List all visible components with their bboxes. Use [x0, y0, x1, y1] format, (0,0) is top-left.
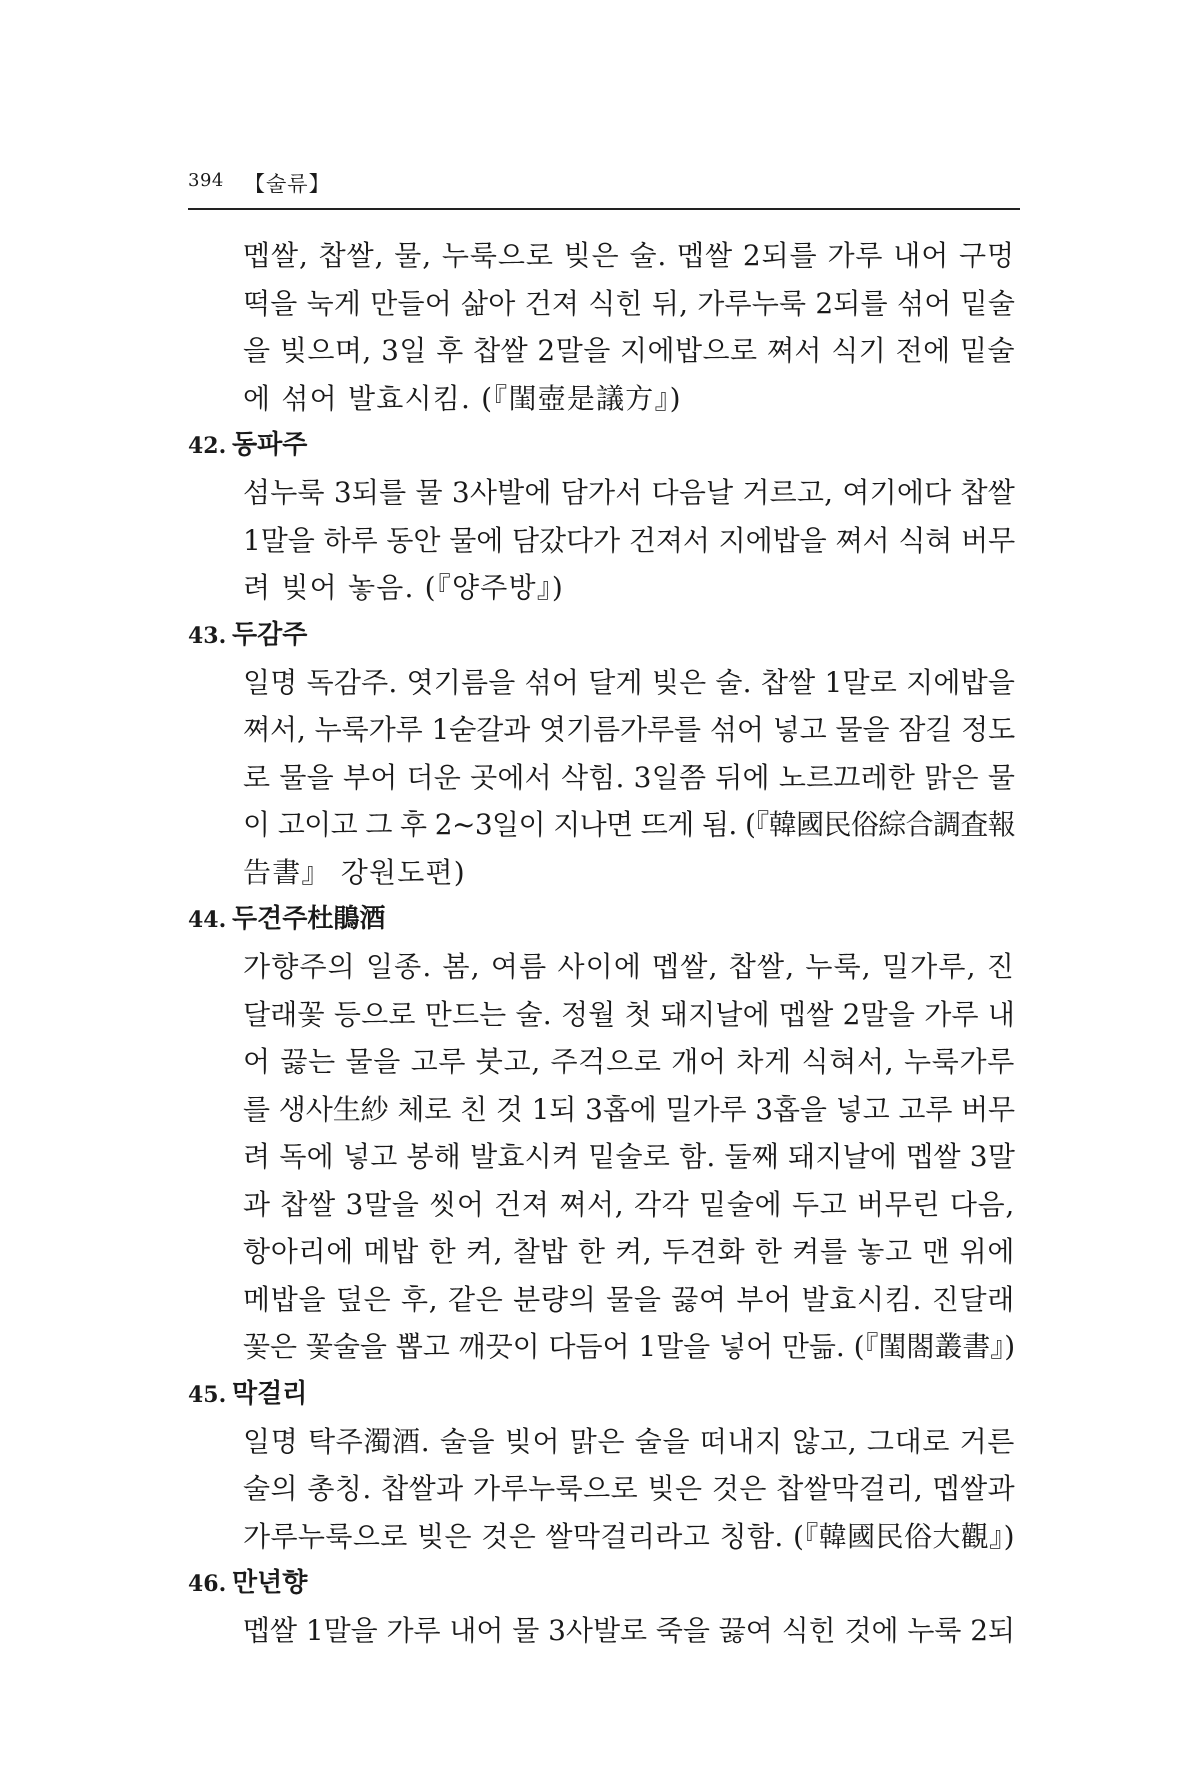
entry-heading [188, 422, 1020, 469]
entry-title: 막걸리 [232, 1378, 308, 1409]
text-line: 1말을 하루 동안 물에 담갔다가 건져서 지에밥을 쪄서 식혀 버무 [243, 523, 1016, 557]
entry-body [243, 659, 1015, 897]
entry-number: 44. [188, 907, 227, 933]
entry-number: 45. [188, 1381, 227, 1408]
text-line: 일명 탁주濁酒. 술을 빚어 맑은 술을 떠내지 않고, 그대로 거른 [243, 1424, 1015, 1458]
entry-title: 두견주杜鵑酒 [232, 904, 386, 934]
entry-title: 만년향 [232, 1568, 308, 1598]
text-line: 로 물을 부어 더운 곳에서 삭힘. 3일쯤 뒤에 노르끄레한 맑은 물 [243, 760, 1016, 794]
text-line: 메밥을 덮은 후, 같은 분량의 물을 끓여 부어 발효시킴. 진달래 [243, 1282, 1016, 1316]
text-line: 떡을 눅게 만들어 삶아 건져 식힌 뒤, 가루누룩 2되를 섞어 밑술 [243, 286, 1016, 320]
section-label: 【술류】 [244, 172, 331, 196]
text-line: 쪄서, 누룩가루 1숟갈과 엿기름가루를 섞어 넣고 물을 잠길 정도 [243, 713, 1016, 746]
page-content [188, 232, 1020, 1655]
entry-heading [188, 612, 1020, 659]
text-line: 술의 총칭. 찹쌀과 가루누룩으로 빚은 것은 찹쌀막걸리, 멥쌀과 [243, 1472, 1016, 1505]
entry-body [243, 1418, 1015, 1561]
text-line: 멥쌀, 찹쌀, 물, 누룩으로 빚은 술. 멥쌀 2되를 가루 내어 구멍 [243, 239, 1015, 272]
text-line: 섬누룩 3되를 물 3사발에 담가서 다음날 거르고, 여기에다 찹쌀 [243, 476, 1015, 509]
entry-title: 동파주 [232, 430, 308, 460]
text-line: 가향주의 일종. 봄, 여름 사이에 멥쌀, 찹쌀, 누룩, 밀가루, 진 [243, 950, 1015, 983]
entry-heading [188, 896, 1020, 943]
entry-number: 42. [188, 433, 227, 459]
page-header [188, 168, 1020, 210]
entry-body [243, 943, 1015, 1371]
entry-body [243, 469, 1015, 612]
text-line: 를 생사生紗 체로 친 것 1되 3홉에 밀가루 3홉을 넣고 고루 버무 [243, 1092, 1015, 1126]
text-line: 을 빚으며, 3일 후 찹쌀 2말을 지에밥으로 쪄서 식기 전에 밑술 [243, 334, 1015, 367]
text-line: 려 독에 넣고 봉해 발효시켜 밑술로 함. 둘째 돼지날에 멥쌀 3말 [243, 1140, 1016, 1173]
text-line: 려 빚어 놓음. (『양주방』) [243, 571, 565, 604]
text-line: 에 섞어 발효시킴. (『閨壺是議方』) [243, 381, 682, 415]
text-line: 과 찹쌀 3말을 씻어 건져 쪄서, 각각 밑술에 두고 버무린 다음, [243, 1187, 1015, 1221]
intro-paragraph [243, 232, 1015, 422]
entry-title: 두감주 [232, 619, 308, 650]
text-line: 이 고이고 그 후 2~3일이 지나면 뜨게 됨. (『韓國民俗綜合調査報 [243, 808, 1016, 841]
text-line: 告書』 강원도편) [243, 855, 466, 889]
entry-number: 46. [188, 1571, 227, 1597]
text-line: 가루누룩으로 빚은 것은 쌀막걸리라고 칭함. (『韓國民俗大觀』) [243, 1519, 1015, 1553]
text-line: 일명 독감주. 엿기름을 섞어 달게 빚은 술. 찹쌀 1말로 지에밥을 [243, 665, 1016, 699]
text-line: 멥쌀 1말을 가루 내어 물 3사발로 죽을 끓여 식힌 것에 누룩 2되 [243, 1614, 1015, 1647]
entry-heading [188, 1560, 1020, 1607]
text-line: 꽃은 꽃술을 뽑고 깨끗이 다듬어 1말을 넣어 만듦. (『閨閤叢書』) [243, 1330, 1016, 1363]
page-number: 394 [188, 170, 224, 191]
text-line: 항아리에 메밥 한 켜, 찰밥 한 켜, 두견화 한 켜를 놓고 맨 위에 [243, 1235, 1016, 1268]
text-line: 달래꽃 등으로 만드는 술. 정월 첫 돼지날에 멥쌀 2말을 가루 내 [243, 997, 1016, 1031]
entry-number: 43. [188, 622, 227, 649]
entry-body [243, 1607, 1015, 1655]
entry-heading [188, 1371, 1020, 1418]
text-line: 어 끓는 물을 고루 붓고, 주걱으로 개어 차게 식혀서, 누룩가루 [243, 1045, 1016, 1078]
